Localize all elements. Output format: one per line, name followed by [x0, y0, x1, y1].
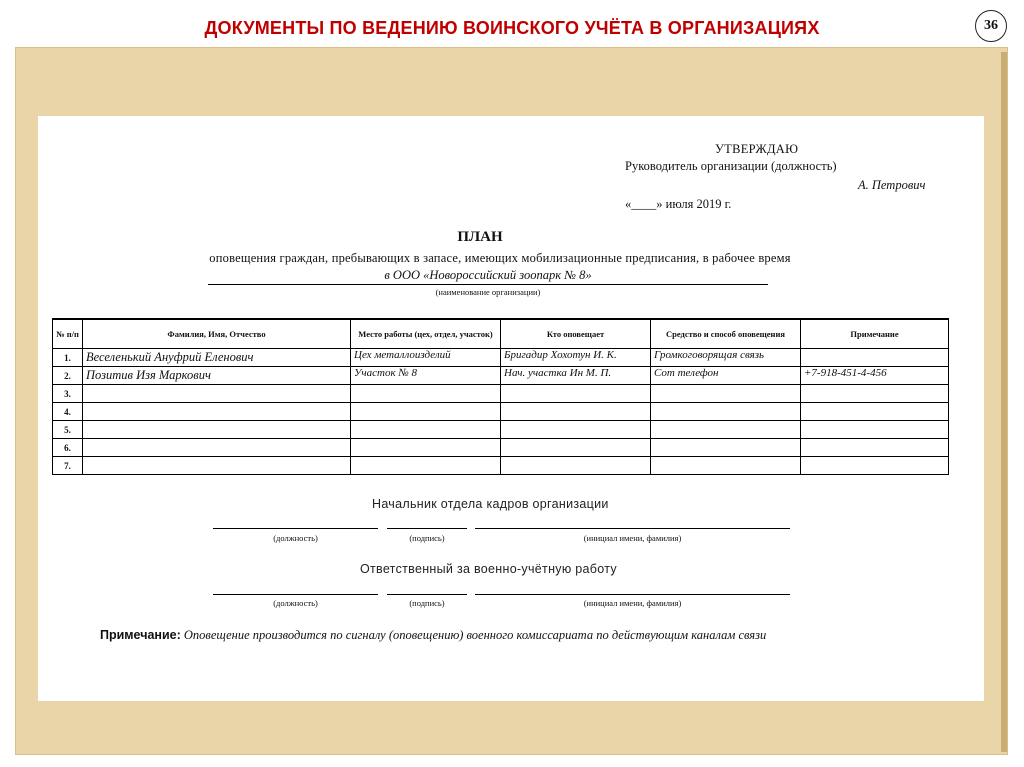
table-header-row	[53, 319, 949, 349]
row-name	[83, 403, 351, 421]
signature-line-name	[475, 594, 790, 595]
signature-caption-name: (инициал имени, фамилия)	[583, 598, 682, 608]
row-name	[83, 457, 351, 475]
row-num: 6.	[53, 439, 83, 457]
row-note	[801, 421, 949, 439]
row-notifier: Нач. участка Ин М. П.	[501, 367, 651, 385]
row-workplace: Цех металлоизделий	[351, 349, 501, 367]
table-row	[53, 385, 949, 403]
row-means	[651, 439, 801, 457]
approval-role: Руководитель организации (должность)	[625, 159, 837, 173]
row-workplace	[351, 421, 501, 439]
row-note	[801, 385, 949, 403]
row-means	[651, 403, 801, 421]
table-row	[53, 421, 949, 439]
row-means	[651, 457, 801, 475]
footnote-text: Оповещение производится по сигналу (оповещению) военного комиссариата по действующим каналам связи	[183, 628, 767, 642]
row-name: Веселенький Ануфрий Еленович	[83, 349, 351, 367]
row-note	[801, 349, 949, 367]
slide-title: ДОКУМЕНТЫ ПО ВЕДЕНИЮ ВОИНСКОГО УЧЁТА В ОРГАНИЗАЦИЯХ	[204, 18, 820, 38]
table-row	[53, 403, 949, 421]
signature-caption-sign: (подпись)	[409, 598, 445, 608]
header-cell-workplace: Место работы (цех, отдел, участок)	[351, 319, 501, 349]
row-name	[83, 421, 351, 439]
signature-line-sign	[387, 594, 467, 595]
plan-organization-caption: (наименование организации)	[435, 287, 541, 297]
header-cell-note: Примечание	[801, 319, 949, 349]
row-notifier	[501, 457, 651, 475]
row-num: 1.	[53, 349, 83, 367]
signature-line-position	[213, 594, 378, 595]
header-cell-num: № п/п	[53, 319, 83, 349]
row-note	[801, 457, 949, 475]
row-note	[801, 439, 949, 457]
row-note	[801, 403, 949, 421]
row-workplace	[351, 403, 501, 421]
signature-caption-sign: (подпись)	[409, 533, 445, 543]
signature-line-sign	[387, 528, 467, 529]
row-means	[651, 385, 801, 403]
signature-title-hr: Начальник отдела кадров организации	[372, 497, 609, 511]
row-workplace	[351, 439, 501, 457]
signature-line-name	[475, 528, 790, 529]
header-cell-notifier: Кто оповещает	[501, 319, 651, 349]
table-row	[53, 439, 949, 457]
approval-name: А. Петрович	[858, 178, 926, 192]
row-notifier	[501, 421, 651, 439]
approval-date: «____» июля 2019 г.	[625, 197, 732, 211]
row-num: 4.	[53, 403, 83, 421]
row-notifier	[501, 439, 651, 457]
row-workplace: Участок № 8	[351, 367, 501, 385]
row-means: Сот телефон	[651, 367, 801, 385]
plan-document	[30, 115, 976, 700]
plan-organization: в ООО «Новороссийский зоопарк № 8»	[208, 268, 768, 285]
row-num: 7.	[53, 457, 83, 475]
row-name	[83, 439, 351, 457]
footnote-label: Примечание:	[100, 628, 181, 642]
row-notifier: Бригадир Хохотун И. К.	[501, 349, 651, 367]
row-note: +7-918-451-4-456	[801, 367, 949, 385]
plan-title: ПЛАН	[457, 229, 503, 245]
signature-line-position	[213, 528, 378, 529]
row-notifier	[501, 385, 651, 403]
row-num: 2.	[53, 367, 83, 385]
row-means: Громкоговорящая связь	[651, 349, 801, 367]
signature-caption-position: (должность)	[273, 598, 318, 608]
signature-title-military: Ответственный за военно-учётную работу	[360, 562, 617, 576]
signature-caption-name: (инициал имени, фамилия)	[583, 533, 682, 543]
table-row	[53, 457, 949, 475]
header-cell-name: Фамилия, Имя, Отчество	[83, 319, 351, 349]
row-num: 3.	[53, 385, 83, 403]
row-num: 5.	[53, 421, 83, 439]
row-workplace	[351, 457, 501, 475]
row-workplace	[351, 385, 501, 403]
row-notifier	[501, 403, 651, 421]
row-means	[651, 421, 801, 439]
approval-head: УТВЕРЖДАЮ	[715, 142, 799, 156]
row-name: Позитив Изя Маркович	[83, 367, 351, 385]
table-row	[53, 349, 949, 367]
table-row	[53, 367, 949, 385]
page-number-badge: 36	[975, 10, 1007, 42]
notification-table	[52, 318, 949, 475]
signature-caption-position: (должность)	[273, 533, 318, 543]
row-name	[83, 385, 351, 403]
plan-subtitle: оповещения граждан, пребывающих в запасе, имеющих мобилизационные предписания, в рабочее время	[209, 251, 791, 265]
header-cell-means: Средство и способ оповещения	[651, 319, 801, 349]
frame-shadow	[1001, 52, 1007, 752]
footnote	[100, 628, 766, 643]
